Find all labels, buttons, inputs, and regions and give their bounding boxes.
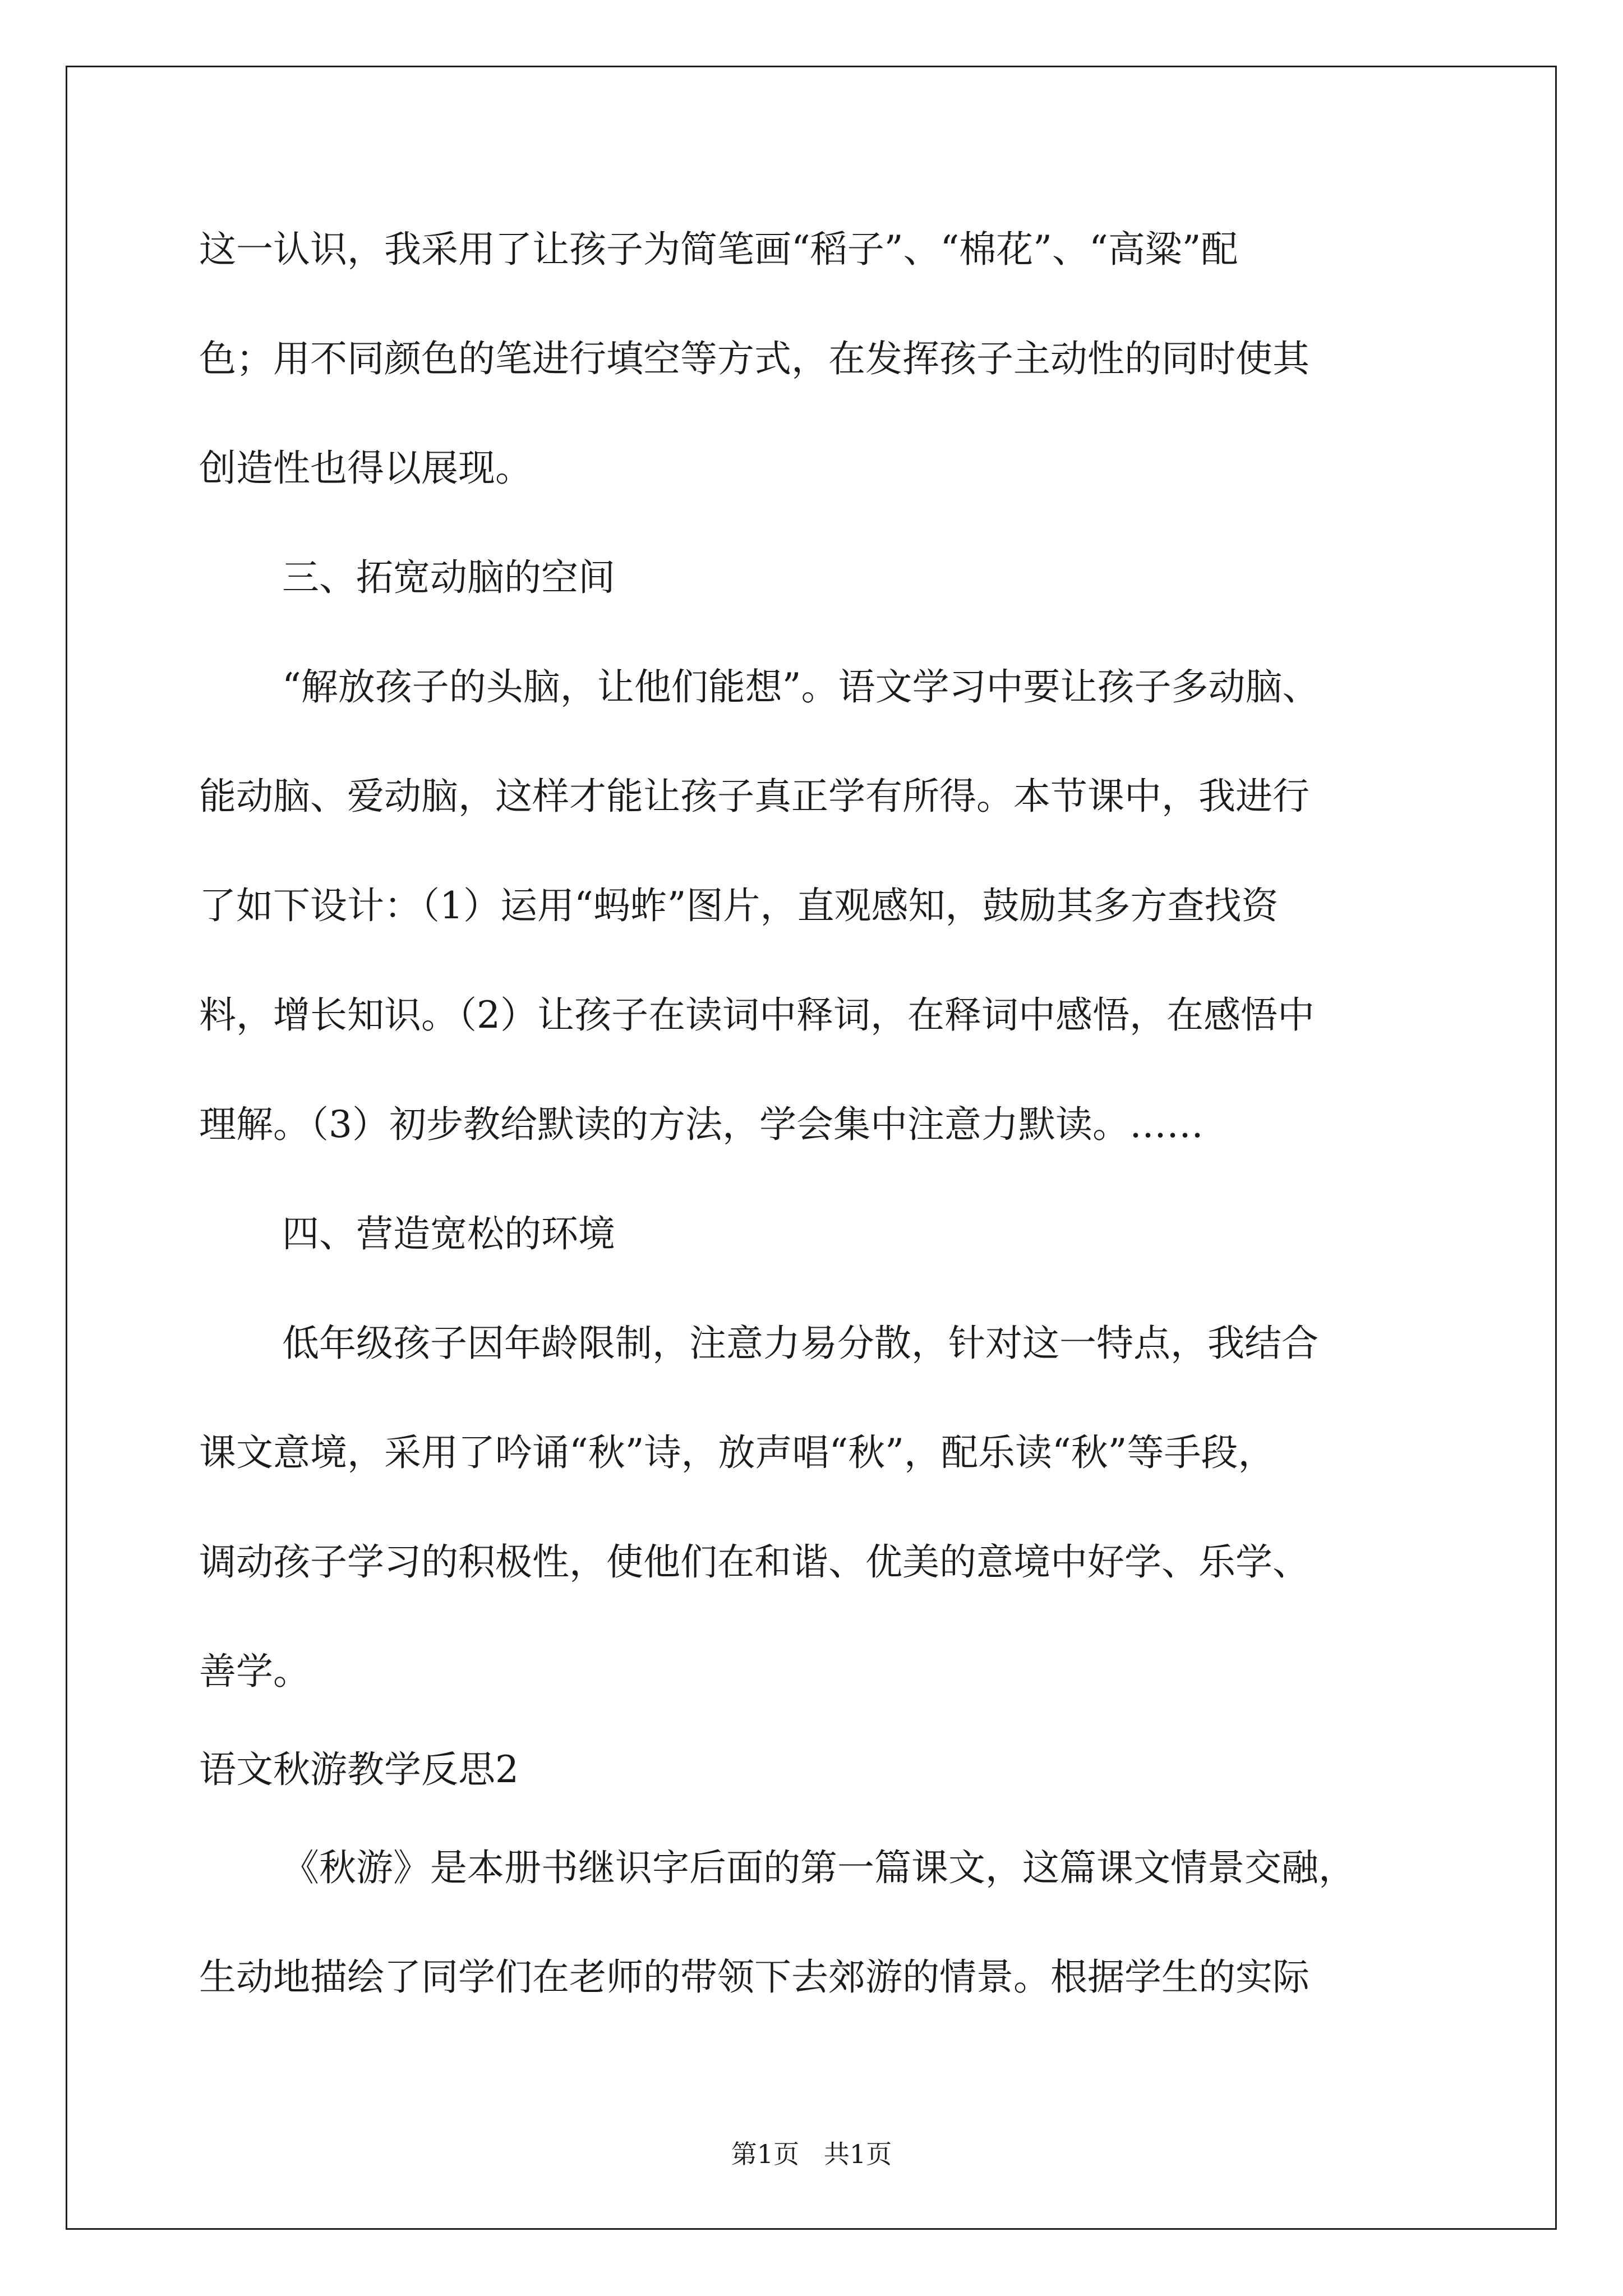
paragraph-line: 善学。 [199, 1650, 310, 1693]
paragraph-line: 色；用不同颜色的笔进行填空等方式，在发挥孩子主动性的同时使其 [199, 337, 1310, 380]
page-border [66, 66, 1557, 2230]
section-heading: 三、拓宽动脑的空间 [282, 556, 615, 599]
paragraph-line: “解放孩子的头脑，让他们能想”。语文学习中要让孩子多动脑、 [282, 665, 1320, 708]
document-title: 语文秋游教学反思2 [199, 1748, 519, 1791]
paragraph-line: 课文意境，采用了吟诵“秋”诗，放声唱“秋”，配乐读“秋”等手段， [199, 1431, 1275, 1474]
paragraph-line: 生动地描绘了同学们在老师的带领下去郊游的情景。根据学生的实际 [199, 1955, 1310, 1999]
paragraph-line: 创造性也得以展现。 [199, 447, 532, 490]
paragraph-line: 调动孩子学习的积极性，使他们在和谐、优美的意境中好学、乐学、 [199, 1540, 1310, 1584]
paragraph-line: 这一认识，我采用了让孩子为简笔画“稻子”、“棉花”、“高粱”配 [199, 228, 1238, 271]
page-footer: 第1页 共1页 [731, 2139, 892, 2169]
paragraph-line: 低年级孩子因年龄限制，注意力易分散，针对这一特点，我结合 [282, 1322, 1318, 1365]
paragraph-line: 了如下设计：（1）运用“蚂蚱”图片，直观感知，鼓励其多方查找资 [199, 884, 1279, 927]
paragraph-line: 《秋游》是本册书继识字后面的第一篇课文，这篇课文情景交融， [282, 1846, 1355, 1889]
section-heading: 四、营造宽松的环境 [282, 1212, 615, 1255]
paragraph-line: 能动脑、爱动脑，这样才能让孩子真正学有所得。本节课中，我进行 [199, 775, 1310, 818]
paragraph-line: 料，增长知识。（2）让孩子在读词中释词，在释词中感悟，在感悟中 [199, 993, 1315, 1037]
paragraph-line: 理解。（3）初步教给默读的方法，学会集中注意力默读。…… [199, 1103, 1204, 1146]
